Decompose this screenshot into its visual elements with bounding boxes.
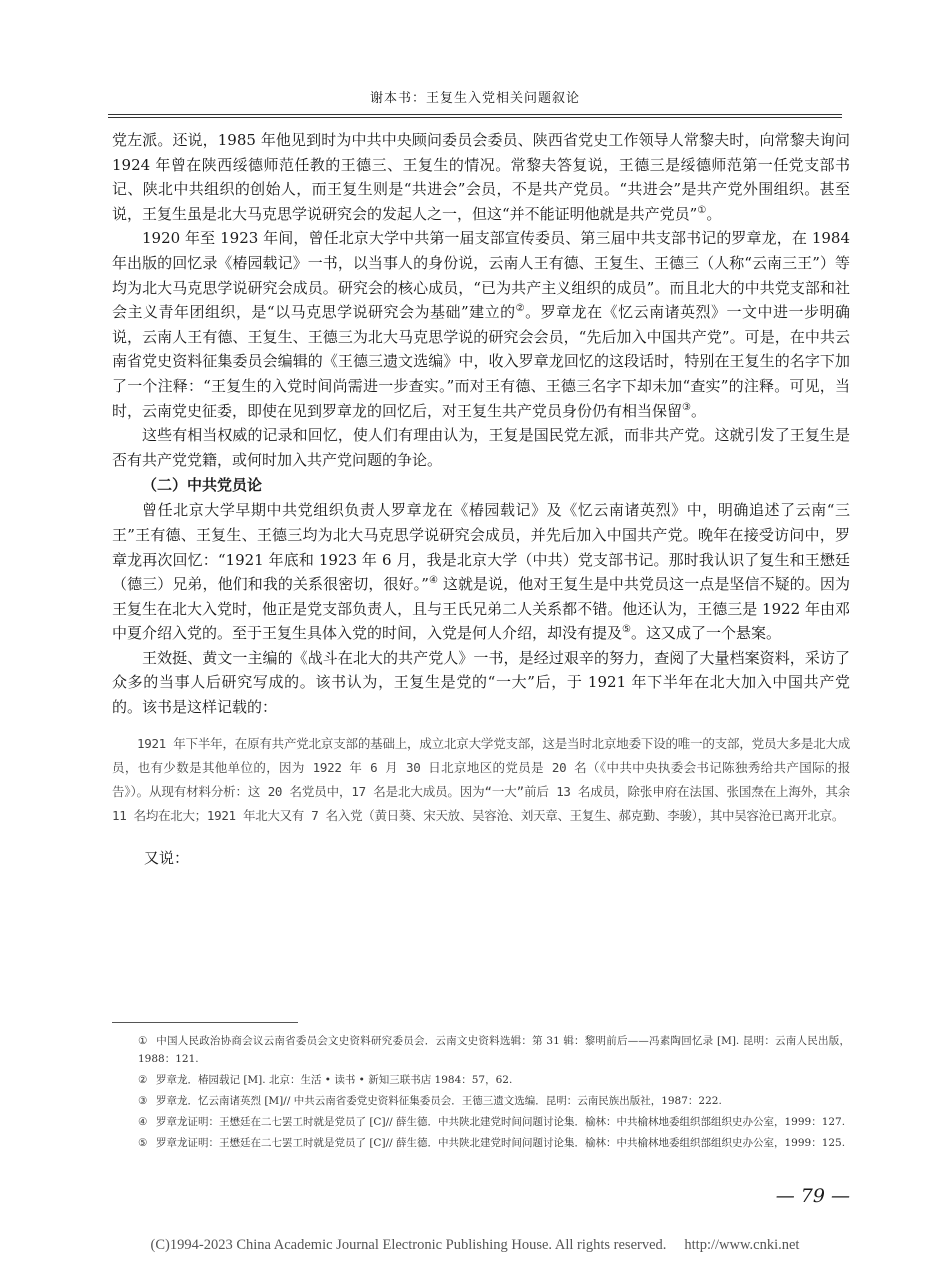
paragraph-5: 王效挺、黄文一主编的《战斗在北大的共产党人》一书，是经过艰辛的努力，查阅了大量档案资料，采访了众多的当事人后研究写成的。该书认为，王复生是党的“一大”后，于 1921 年下半年在北大加入中国共产党的。该书是这样记载的： xyxy=(112,648,850,717)
footnote-3 xyxy=(112,1092,850,1110)
footnote-1 xyxy=(112,1032,850,1068)
footnote-ref-1[interactable]: ① xyxy=(697,204,707,216)
paragraph-3: 这些有相当权威的记录和回忆，使人们有理由认为，王复是国民党左派，而非共产党。这就引发了王复生是否有共产党党籍，或何时加入共产党问题的争论。 xyxy=(112,426,850,469)
footnote-text: 中国人民政治协商会议云南省委员会文史资料研究委员会．云南文史资料选辑：第 31 辑：黎明前后——冯素陶回忆录 [M]. 昆明：云南人民出版，1988：121. xyxy=(138,1035,850,1065)
footnote-text: 罗章龙证明：王懋廷在二七罢工时就是党员了 [C]// 薛生德．中共陕北建党时间问题讨论集．榆林：中共榆林地委组织部组织史办公室，1999：127. xyxy=(156,1116,846,1128)
paragraph-4 xyxy=(112,498,850,646)
footnote-ref-4[interactable]: ④ xyxy=(428,575,439,587)
footnote-text: 罗章龙．忆云南诸英烈 [M]// 中共云南省委党史资料征集委员会．王德三遗文选编．昆明：云南民族出版社，1987：222. xyxy=(156,1095,722,1107)
footnote-text: 罗章龙证明：王懋廷在二七罢工时就是党员了 [C]// 薛生德．中共陕北建党时间问题讨论集．榆林：中共榆林地委组织部组织史办公室，1999：125. xyxy=(156,1137,846,1149)
footnote-ref-2[interactable]: ② xyxy=(515,303,526,315)
paragraph-1-end: 。 xyxy=(706,204,722,223)
paragraph-2 xyxy=(112,226,850,423)
paragraph-1-text: 党左派。还说，1985 年他见到时为中共中央顾问委员会委员、陕西省党史工作领导人常黎夫时，向常黎夫询问 1924 年曾在陕西绥德师范任教的王德三、王复生的情况。常黎夫答复说，王德三是绥德师范第一任党支部书记、陕北中共组织的创始人，而王复生则是“共进会”会员，不是共产党员。“共进会”是共产党外围组织。甚至说，王复生虽是北大马克思学说研究会的发起人之一，但这“并不能证明他就是共产党员” xyxy=(112,131,850,223)
footnote-mark: ② xyxy=(138,1074,148,1086)
footnote-mark: ④ xyxy=(138,1116,148,1128)
paragraph-4-end: 。这又成了一个悬案。 xyxy=(630,624,781,643)
paragraph-4-text-b: 这就是说，他对王复生是中共党员这一点是坚信不疑的。因为王复生在北大入党时，他正是党支部负责人，且与王氏兄弟二人关系都不错。他还认为，王德三是 1922 年由邓中夏介绍入党的。至于王复生具体入党的时间，入党是何人介绍，却没有提及 xyxy=(112,575,851,643)
page-number: — 79 — xyxy=(775,1185,850,1207)
paragraph-2-text-a: 1920 年至 1923 年间，曾任北京大学中共第一届支部宣传委员、第三届中共支部书记的罗章龙，在 1984 年出版的回忆录《椿园载记》一书，以当事人的身份说，云南人王有德、王复生、王德三（人称“云南三王”）等均为北大马克思学说研究会成员。研究会的核心成员，“已为共产主义组织的成员”。而且北大的中共党支部和社会主义青年团组织，是“以马克思学说研究会为基础”建立的 xyxy=(112,229,850,322)
copyright-text: (C)1994-2023 China Academic Journal Electronic Publishing House. All rights reserved. xyxy=(150,1237,667,1253)
footnote-4 xyxy=(112,1113,850,1131)
footnotes xyxy=(112,1032,850,1155)
footnote-mark: ③ xyxy=(138,1095,148,1107)
paragraph-4-text-a: 曾任北京大学早期中共党组织负责人罗章龙在《椿园载记》及《忆云南诸英烈》中，明确追述了云南“三王”王有德、王复生、王德三均为北大马克思学说研究会成员，并先后加入中国共产党。晚年在接受访问中，罗章龙再次回忆：“1921 年底和 1923 年 6 月，我是北京大学（中共）党支部书记。那时我认识了复生和王懋廷（德三）兄弟，他们和我的关系很密切，很好。” xyxy=(112,501,850,594)
section-heading: （二）中共党员论 xyxy=(142,476,263,495)
copyright-url[interactable]: http://www.cnki.net xyxy=(684,1237,800,1253)
footnote-2 xyxy=(112,1071,850,1089)
footnote-mark: ① xyxy=(138,1035,148,1047)
footnote-text: 罗章龙．椿园载记 [M]. 北京：生活 • 读书 • 新知三联书店 1984：57，62. xyxy=(156,1074,513,1086)
article-body xyxy=(112,128,850,870)
running-header: 谢本书：王复生入党相关问题叙论 xyxy=(108,88,842,115)
block-quote: 1921 年下半年，在原有共产党北京支部的基础上，成立北京大学党支部，这是当时北京地委下设的唯一的支部，党员大多是北大成员，也有少数是其他单位的，因为 1922 年 6 月 30 日北京地区的党员是 20 名（《中共中央执委会书记陈独秀给共产国际的报告》）。从现有材料分析：这 20 名党员中，17 名是北大成员。因为“一大”前后 13 名成员，除张申府在法国、张国焘在上海外，其余 11 名均在北大；1921 年北大又有 7 名入党（黄日葵、宋天放、吴容沧、刘天章、王复生、郝克勤、李骏），其中吴容沧已离开北京。 xyxy=(112,735,850,823)
footnote-ref-5[interactable]: ⑤ xyxy=(622,624,631,636)
footnote-ref-3[interactable]: ③ xyxy=(682,401,691,413)
paragraph-1 xyxy=(112,128,850,226)
continuation-label: 又说： xyxy=(144,848,190,867)
copyright-line xyxy=(0,1237,950,1254)
footnote-5 xyxy=(112,1134,850,1152)
footnote-mark: ⑤ xyxy=(138,1137,148,1149)
paragraph-2-end: 。 xyxy=(690,401,706,420)
footnote-divider xyxy=(112,1022,298,1023)
paragraph-2-text-b: 。罗章龙在《忆云南诸英烈》一文中进一步明确说，云南人王有德、王复生、王德三为北大马克思学说的研究会会员，“先后加入中国共产党”。可是，在中共云南省党史资料征集委员会编辑的《王德三遗文选编》中，收入罗章龙回忆的这段话时，特别在王复生的名字下加了一个注释：“王复生的入党时间尚需进一步查实。”而对王有德、王德三名字下却未加“查实”的注释。可见，当时，云南党史征委，即使在见到罗章龙的回忆后，对王复生共产党员身份仍有相当保留 xyxy=(112,303,850,420)
